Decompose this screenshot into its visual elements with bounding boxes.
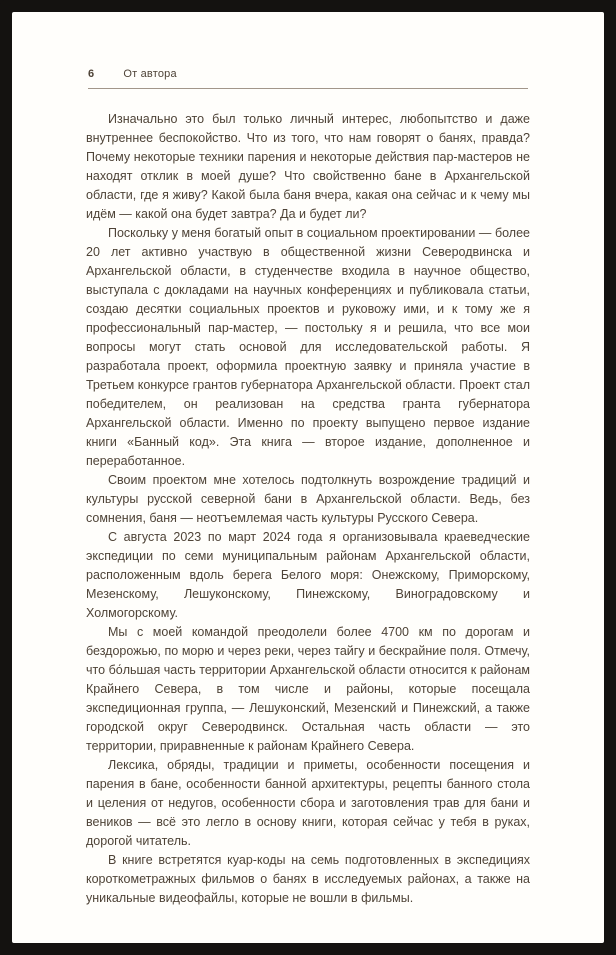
- book-page: [12, 12, 604, 943]
- paragraph-3: Своим проектом мне хотелось подтолкнуть возрождение традиций и культуры русской северной бани в Архангельской области. Ведь, без сомнения, баня — неотъемлемая часть культуры Русского Севера.: [86, 473, 530, 525]
- page-body: [12, 89, 604, 908]
- paragraph-7: В книге встретятся куар-коды на семь подготовленных в экспедициях короткометражных фильмов о банях в исследуемых районах, а также на уникальные видеофайлы, которые не вошли в фильмы.: [86, 853, 530, 905]
- paragraph-1: Изначально это был только личный интерес, любопытство и даже внутреннее беспокойство. Что из того, что нам говорят о банях, правда? Почему некоторые техники парения и некоторые действия пар-мастеров не находят отклик в моей душе? Что свойственно бане в Архангельской области, где я живу? Какой была баня вчера, какая она сейчас и к чему мы идём — какой она будет завтра? Да и будет ли?: [86, 112, 530, 221]
- paragraph-2: Поскольку у меня богатый опыт в социальном проектировании — более 20 лет активно участвую в общественной жизни Северодвинска и Архангельской области, в студенчестве входила в научное общество, выступала с докладами на научных конференциях и публиковала статьи, создаю десятки социальных проектов и руковожу ими, и к тому же я профессиональный пар-мастер, — постольку я и решила, что все мои вопросы могут стать основой для исследовательской работы. Я разработала проект, оформила проектную заявку и приняла участие в Третьем конкурсе грантов губернатора Архангельской области. Проект стал победителем, он реализован на средства гранта губернатора Архангельской области. Именно по проекту выпущено первое издание книги «Банный код». Эта книга — второе издание, дополненное и переработанное.: [86, 226, 530, 468]
- paragraph-4: С августа 2023 по март 2024 года я организовывала краеведческие экспедиции по семи муниципальным районам Архангельской области, расположенным вдоль берега Белого моря: Онежскому, Приморскому, Мезенскому, Лешуконскому, Пинежскому, Виноградовскому и Холмогорскому.: [86, 530, 530, 620]
- paragraph-6: Лексика, обряды, традиции и приметы, особенности посещения и парения в бане, особенности банной архитектуры, рецепты банного стола и целения от недугов, особенности сбора и заготовления трав для бани и веников — всё это легло в основу книги, которая сейчас у тебя в руках, дорогой читатель.: [86, 758, 530, 848]
- paragraph-5: Мы с моей командой преодолели более 4700 км по дорогам и бездорожью, по морю и через реки, через тайгу и бескрайние поля. Отмечу, что бо́льшая часть территории Архангельской области относится к районам Крайнего Севера, в том числе и районы, которые посещала экспедиционная группа, — Лешуконский, Мезенский и Пинежский, а также городской округ Северодвинск. Остальная часть области — это территории, приравненные к районам Крайнего Севера.: [86, 625, 530, 753]
- page-header: [12, 12, 604, 80]
- page-number: 6: [88, 68, 95, 80]
- running-title: От автора: [123, 68, 177, 80]
